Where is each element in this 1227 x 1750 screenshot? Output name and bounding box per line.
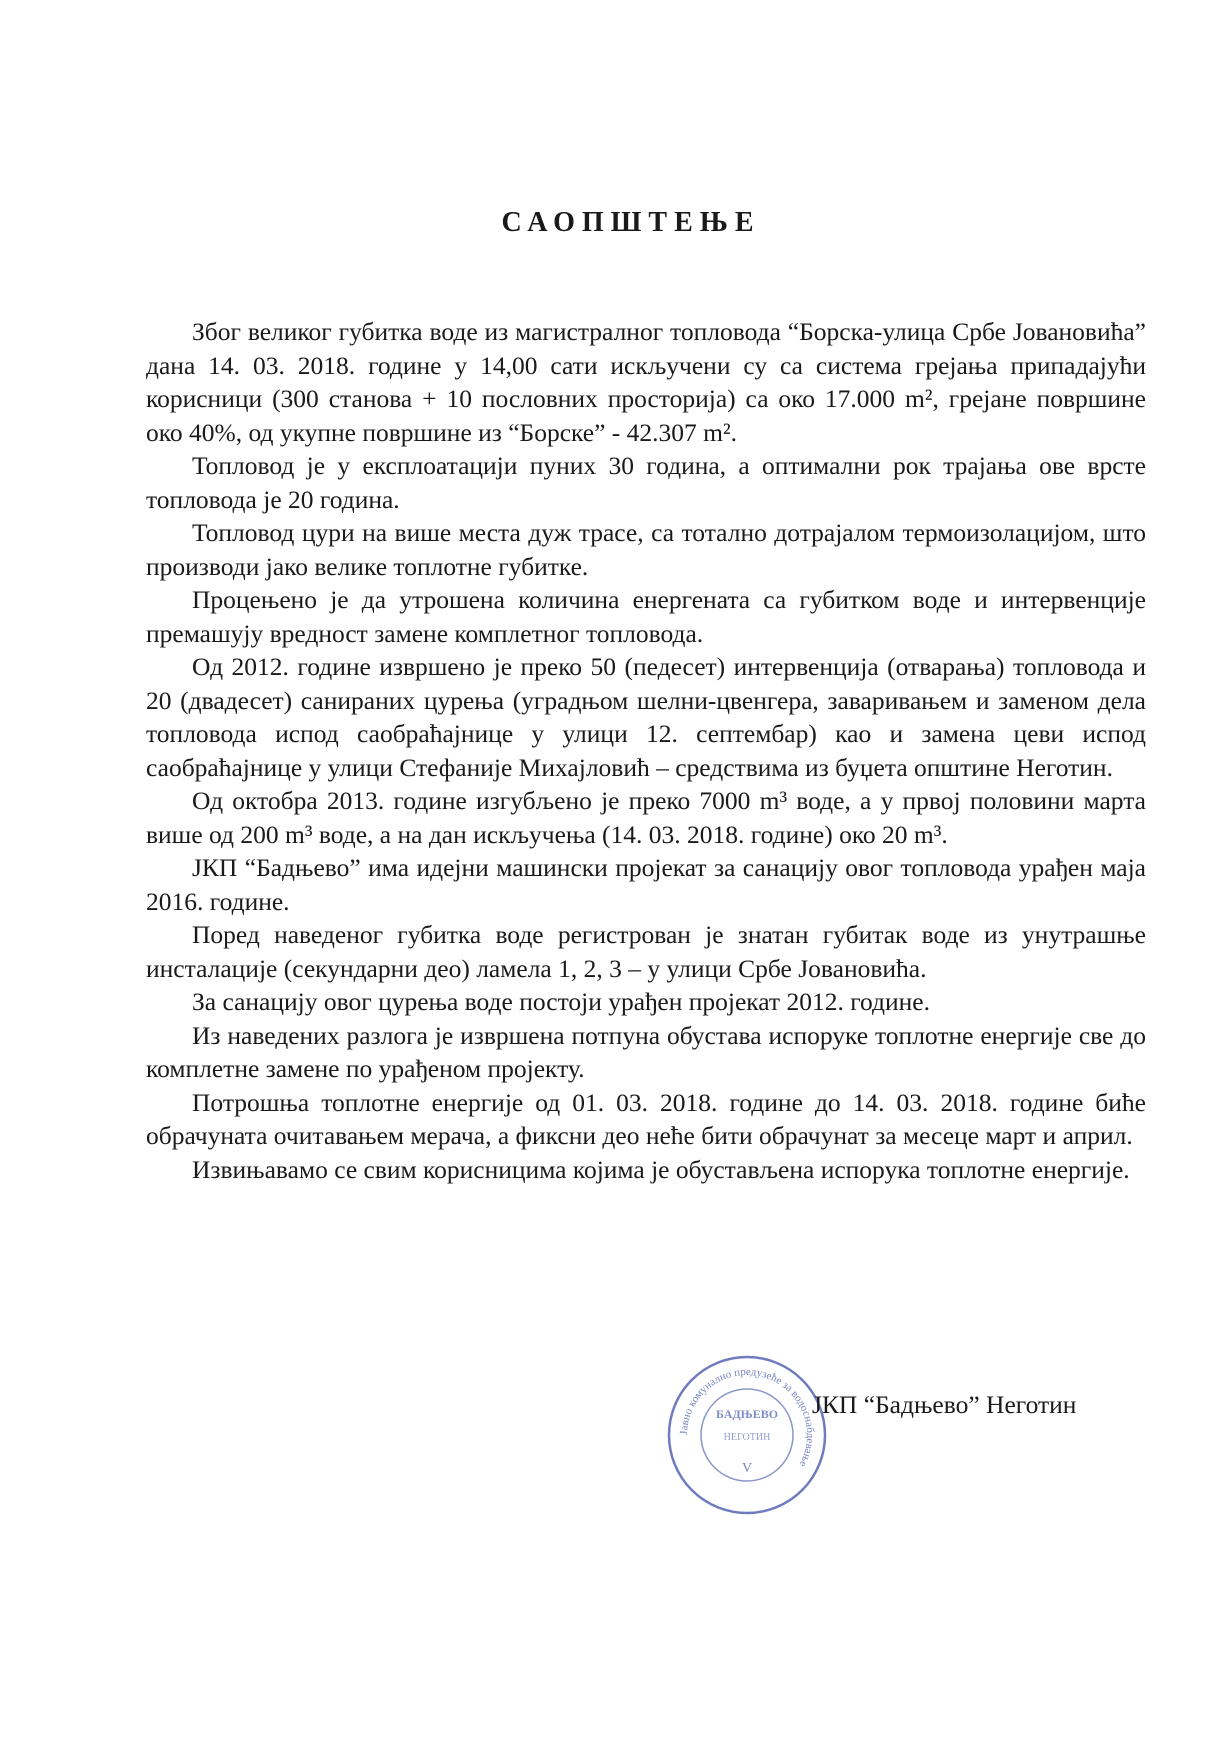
paragraph-10: Из наведених разлога је извршена потпуна обустава испоруке топлотне енергије све до комплетне замене по урађеном пројекту. bbox=[146, 1020, 1146, 1083]
stamp-center-bottom: V bbox=[741, 1461, 753, 1476]
paragraph-4: Процењено је да утрошена количина енергената са губитком воде и интервенције премашују вредност замене комплетног топловода. bbox=[146, 585, 1146, 648]
paragraph-9: За санацију овог цурења воде постоји урађен пројекат 2012. године. bbox=[192, 987, 930, 1016]
paragraph-3: Топловод цури на више места дуж трасе, са тотално дотрајалом термоизолацијом, што производи јако велике топлотне губитке. bbox=[146, 518, 1146, 581]
document-body bbox=[146, 315, 1146, 1186]
stamp-ring-text: Јавно комунално предузеће за водоснабдевање bbox=[677, 1365, 817, 1469]
paragraph-7: ЈКП “Бадњево” има идејни машински пројекат за санацију овог топловода урађен маја 2016. године. bbox=[146, 853, 1146, 916]
document-title: САОПШТЕЊЕ bbox=[501, 207, 761, 238]
paragraph-6: Од октобра 2013. године изгубљено је преко 7000 m³ воде, а у првој половини марта више од 200 m³ воде, а на дан искључења (14. 03. 2018. године) око 20 m³. bbox=[146, 786, 1146, 849]
signature-line: ЈКП “Бадњево” Неготин bbox=[812, 1390, 1077, 1419]
stamp-center-top: БАДЊЕВО bbox=[715, 1407, 779, 1421]
paragraph-1: Због великог губитка воде из магистралног топловода “Борска-улица Србе Јовановића” дана 14. 03. 2018. године у 14,00 сати искључени су са система грејања припадајући корисници (300 станова + 10 пословних просторија) са око 17.000 m², грејане површине око 40%, од укупне површине из “Борске” - 42.307 m². bbox=[146, 317, 1146, 447]
stamp-center-middle: НЕГОТИН bbox=[723, 1432, 771, 1443]
paragraph-11: Потрошња топлотне енергије од 01. 03. 2018. године до 14. 03. 2018. године биће обрачуната очитавањем мерача, а фиксни део неће бити обрачунат за месеце март и април. bbox=[146, 1087, 1146, 1150]
paragraph-8: Поред наведеног губитка воде регистрован је знатан губитак воде из унутрашње инсталације (секундарни део) ламела 1, 2, 3 – у улици Србе Јовановића. bbox=[146, 920, 1146, 983]
official-stamp bbox=[662, 1350, 832, 1520]
paragraph-5: Од 2012. године извршено је преко 50 (педесет) интервенција (отварања) топловода и 20 (двадесет) санираних цурења (уградњом шелни-цвенгера, заваривањем и заменом дела топловода испод саобраћајнице у улици 12. септембар) као и замена цеви испод саобраћајнице у улици Стефаније Михајловић – средствима из буџета општине Неготин. bbox=[146, 652, 1146, 782]
paragraph-12: Извињавамо се свим корисницима којима је обустављена испорука топлотне енергије. bbox=[192, 1154, 1130, 1184]
paragraph-2: Топловод је у експлоатацији пуних 30 година, а оптимални рок трајања ове врсте топловода је 20 година. bbox=[146, 451, 1146, 514]
